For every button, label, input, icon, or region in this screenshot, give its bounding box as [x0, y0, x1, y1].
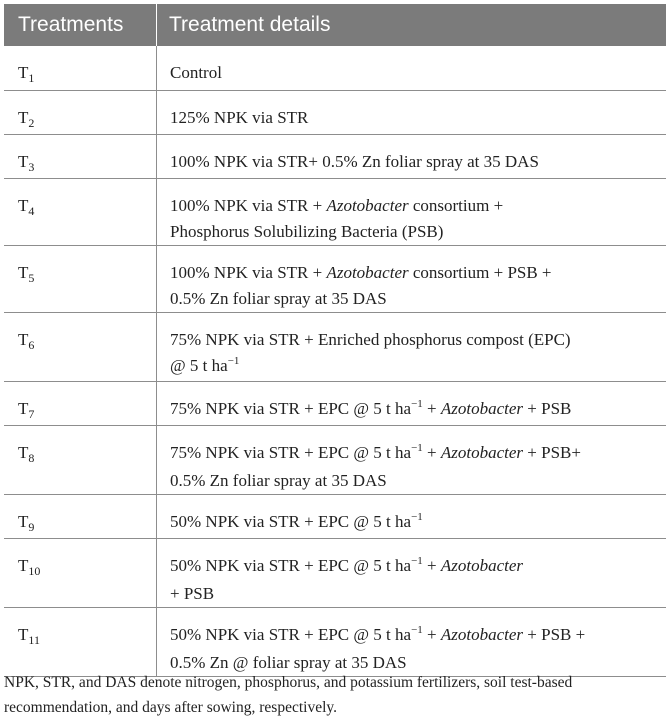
- treatment-id-subscript: 1: [28, 71, 35, 85]
- italic-text: Azotobacter: [440, 398, 524, 418]
- table-row: [4, 312, 666, 381]
- superscript-text: −1: [411, 623, 423, 636]
- treatment-details-cell: [157, 494, 667, 538]
- treatment-id-cell: [4, 381, 157, 425]
- detail-text: Control: [170, 63, 222, 82]
- treatment-details-cell: [157, 90, 667, 134]
- detail-text: Phosphorus Solubilizing Bacteria (PSB): [170, 221, 444, 241]
- italic-text: Azotobacter: [440, 555, 524, 575]
- treatment-id-subscript: 3: [28, 159, 35, 174]
- treatment-id: T: [18, 398, 29, 418]
- detail-text: 100% NPK via STR +: [170, 195, 327, 215]
- detail-text: + PSB+: [523, 442, 581, 462]
- table-row: [4, 425, 666, 494]
- treatment-id-subscript: 6: [28, 337, 35, 352]
- treatment-id-cell: [4, 90, 157, 134]
- detail-text: 0.5% Zn foliar spray at 35 DAS: [170, 288, 387, 308]
- detail-text: 75% NPK via STR + Enriched phosphorus compost (EPC): [170, 329, 571, 349]
- italic-text: Azotobacter: [326, 195, 409, 215]
- detail-text: 100% NPK via STR +: [170, 262, 327, 282]
- treatment-id-cell: [4, 134, 157, 178]
- table-row: [4, 607, 666, 676]
- detail-text: +: [422, 442, 441, 462]
- table-row: [4, 245, 666, 312]
- italic-text: Azotobacter: [440, 442, 524, 462]
- treatment-id: T: [18, 511, 29, 531]
- treatment-details-cell: [157, 312, 667, 381]
- treatment-id: T: [18, 555, 29, 575]
- italic-text: Azotobacter: [440, 624, 524, 644]
- treatment-id-cell: [4, 494, 157, 538]
- treatment-id: T: [18, 151, 29, 171]
- detail-text: 50% NPK via STR + EPC @ 5 t ha: [170, 624, 412, 644]
- treatment-id: T: [18, 262, 29, 282]
- treatment-id: T: [18, 195, 29, 215]
- table-row: [4, 538, 666, 607]
- treatment-id-subscript: 4: [28, 203, 35, 218]
- treatment-id-subscript: 2: [28, 115, 35, 130]
- treatment-id-cell: [4, 46, 157, 90]
- treatment-id-subscript: 11: [28, 632, 40, 647]
- treatment-id: T: [18, 107, 29, 127]
- treatment-id-cell: [4, 178, 157, 245]
- detail-text: 50% NPK via STR + EPC @ 5 t ha: [170, 555, 412, 575]
- table-body: [4, 46, 666, 676]
- footnote: NPK, STR, and DAS denote nitrogen, phosphorus, and potassium fertilizers, soil test-based recommendation, and days after sowing, respectively.: [4, 674, 573, 716]
- detail-text: consortium + PSB +: [408, 262, 552, 282]
- treatment-id-subscript: 10: [28, 563, 41, 578]
- treatment-id-cell: [4, 312, 157, 381]
- header-treatment-details: Treatment details: [157, 4, 667, 46]
- italic-text: Azotobacter: [326, 262, 409, 282]
- superscript-text: −1: [411, 397, 423, 410]
- treatment-id-subscript: 9: [28, 519, 35, 534]
- table-row: [4, 178, 666, 245]
- header-treatments: Treatments: [4, 4, 157, 46]
- treatment-details-cell: [157, 381, 667, 425]
- detail-text: + PSB +: [523, 624, 586, 644]
- treatment-id-subscript: 7: [28, 406, 35, 421]
- superscript-text: −1: [411, 441, 423, 454]
- treatment-details-cell: [157, 46, 667, 90]
- detail-text: 50% NPK via STR + EPC @ 5 t ha: [170, 511, 412, 531]
- detail-text: 100% NPK via STR+ 0.5% Zn foliar spray at 35 DAS: [170, 151, 539, 171]
- treatment-details-cell: [157, 134, 667, 178]
- detail-text: +: [422, 555, 441, 575]
- treatment-id-cell: [4, 425, 157, 494]
- treatment-id: T: [18, 329, 29, 349]
- detail-text: 75% NPK via STR + EPC @ 5 t ha: [170, 398, 412, 418]
- treatment-details-cell: [157, 178, 667, 245]
- detail-text: @ 5 t ha: [170, 355, 228, 375]
- treatment-id-subscript: 5: [28, 270, 35, 285]
- treatment-id: T: [18, 63, 29, 82]
- detail-text: 75% NPK via STR + EPC @ 5 t ha: [170, 442, 412, 462]
- table-row: [4, 46, 666, 90]
- table-row: [4, 90, 666, 134]
- detail-text: + PSB: [523, 398, 572, 418]
- treatment-id: T: [18, 442, 29, 462]
- treatment-id: T: [18, 624, 29, 644]
- treatments-table: [4, 4, 666, 677]
- detail-text: 0.5% Zn @ foliar spray at 35 DAS: [170, 652, 407, 672]
- detail-text: consortium +: [408, 195, 504, 215]
- superscript-text: −1: [411, 554, 423, 567]
- superscript-text: −1: [411, 510, 423, 523]
- treatment-id-cell: [4, 607, 157, 676]
- detail-text: +: [422, 398, 441, 418]
- detail-text: +: [422, 624, 441, 644]
- treatment-id-cell: [4, 538, 157, 607]
- detail-text: + PSB: [170, 583, 215, 603]
- detail-text: 0.5% Zn foliar spray at 35 DAS: [170, 470, 387, 490]
- treatment-details-cell: [157, 538, 667, 607]
- detail-text: 125% NPK via STR: [170, 107, 309, 127]
- header-row: [4, 4, 666, 46]
- treatment-details-cell: [157, 607, 667, 676]
- superscript-text: −1: [227, 354, 240, 367]
- table-row: [4, 494, 666, 538]
- treatment-id-subscript: 8: [28, 450, 35, 465]
- treatment-details-cell: [157, 245, 667, 312]
- table-row: [4, 134, 666, 178]
- treatment-details-cell: [157, 425, 667, 494]
- table-row: [4, 381, 666, 425]
- treatment-id-cell: [4, 245, 157, 312]
